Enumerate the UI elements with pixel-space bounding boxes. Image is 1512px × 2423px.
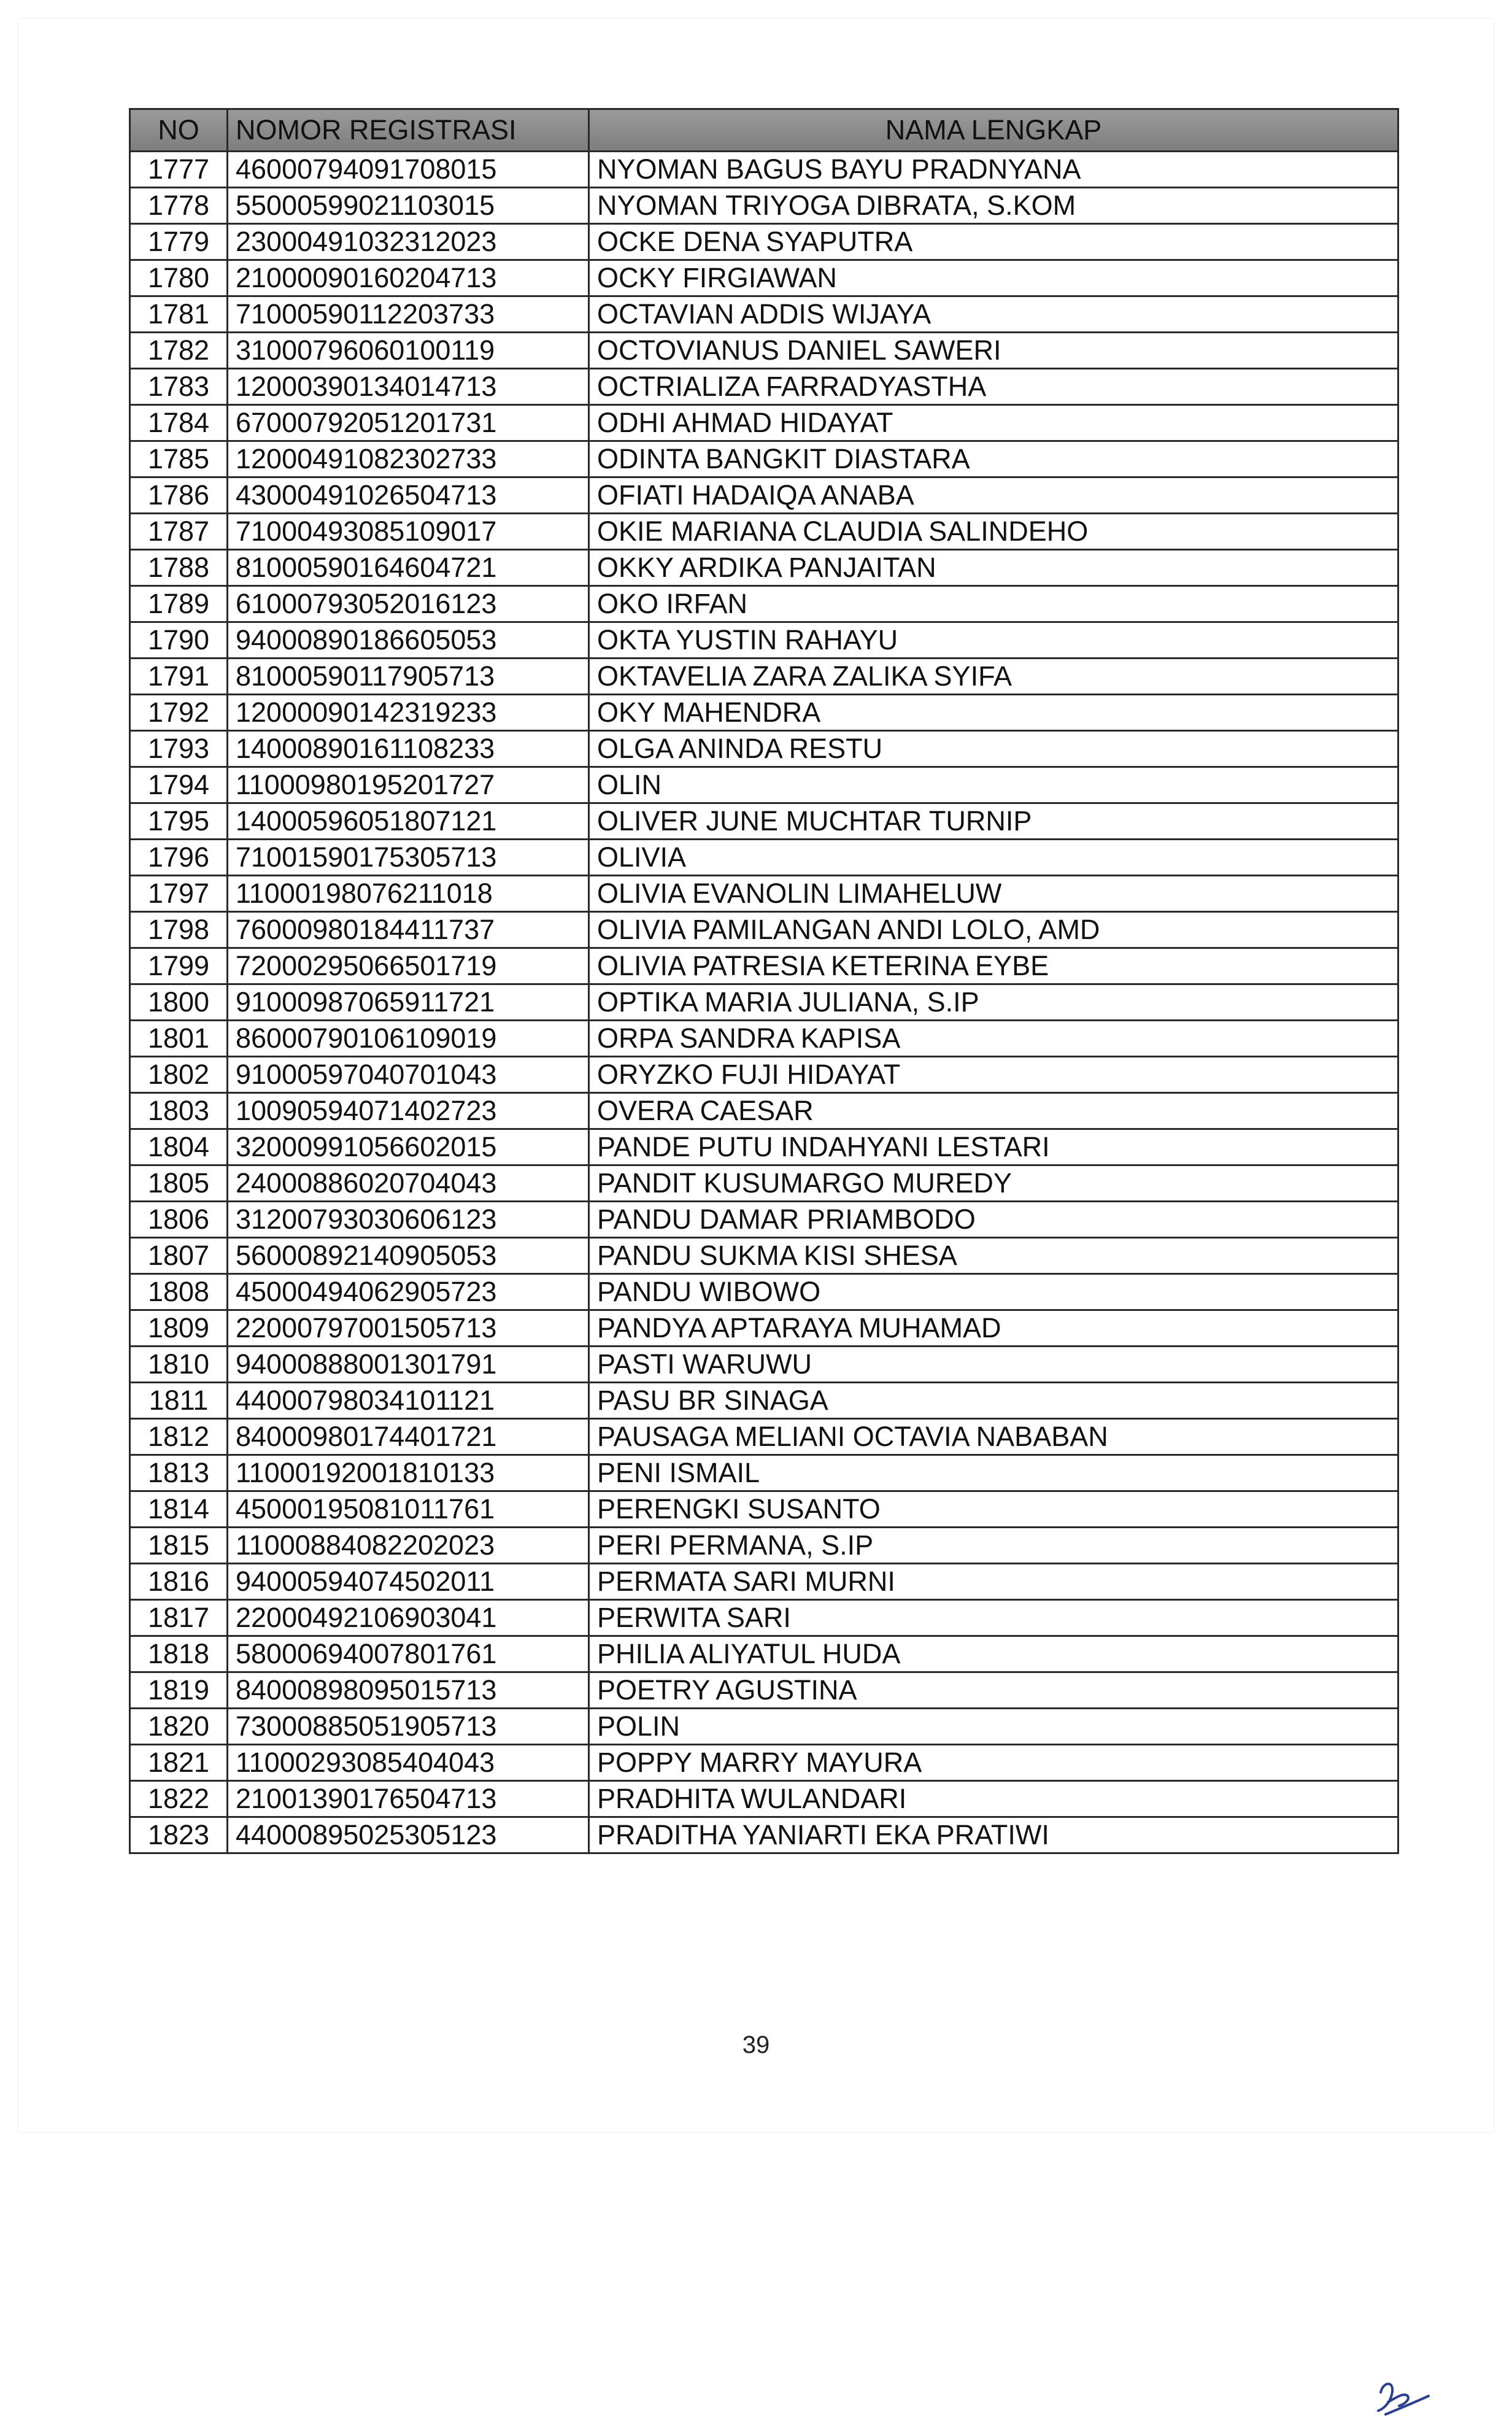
full-name-cell: PANDE PUTU INDAHYANI LESTARI [589, 1129, 1398, 1165]
full-name-cell: ODINTA BANGKIT DIASTARA [589, 441, 1398, 477]
full-name-cell: PANDU WIBOWO [589, 1274, 1398, 1310]
header-full-name: NAMA LENGKAP [589, 109, 1398, 152]
full-name-cell: OKIE MARIANA CLAUDIA SALINDEHO [589, 514, 1398, 550]
table-row [130, 731, 1398, 767]
table-row [130, 441, 1398, 477]
table-row [130, 1202, 1398, 1238]
registration-number-cell: 12000090142319233 [228, 695, 589, 731]
full-name-cell: PASTI WARUWU [589, 1347, 1398, 1383]
table-row [130, 1600, 1398, 1636]
table-row [130, 1672, 1398, 1709]
row-number-cell: 1802 [130, 1057, 228, 1093]
registration-number-cell: 11000192001810133 [228, 1455, 589, 1491]
full-name-cell: PAUSAGA MELIANI OCTAVIA NABABAN [589, 1419, 1398, 1455]
registration-number-cell: 11000293085404043 [228, 1745, 589, 1781]
row-number-cell: 1783 [130, 369, 228, 405]
full-name-cell: PANDU SUKMA KISI SHESA [589, 1238, 1398, 1274]
registration-number-cell: 24000886020704043 [228, 1165, 589, 1202]
full-name-cell: OLIVIA EVANOLIN LIMAHELUW [589, 876, 1398, 912]
table-row [130, 876, 1398, 912]
table-row [130, 1093, 1398, 1129]
row-number-cell: 1805 [130, 1165, 228, 1202]
row-number-cell: 1817 [130, 1600, 228, 1636]
row-number-cell: 1815 [130, 1528, 228, 1564]
row-number-cell: 1780 [130, 260, 228, 296]
registration-number-cell: 12000491082302733 [228, 441, 589, 477]
full-name-cell: PANDU DAMAR PRIAMBODO [589, 1202, 1398, 1238]
full-name-cell: OCTOVIANUS DANIEL SAWERI [589, 333, 1398, 369]
registration-number-cell: 21001390176504713 [228, 1781, 589, 1817]
page-number: 39 [742, 2031, 770, 2058]
registration-number-cell: 67000792051201731 [228, 405, 589, 441]
table-row [130, 514, 1398, 550]
registration-number-cell: 45000195081011761 [228, 1491, 589, 1528]
table-row [130, 695, 1398, 731]
row-number-cell: 1811 [130, 1383, 228, 1419]
full-name-cell: PERWITA SARI [589, 1600, 1398, 1636]
full-name-cell: OKKY ARDIKA PANJAITAN [589, 550, 1398, 586]
table-row [130, 1129, 1398, 1165]
full-name-cell: OKY MAHENDRA [589, 695, 1398, 731]
full-name-cell: POLIN [589, 1709, 1398, 1745]
registration-number-cell: 94000888001301791 [228, 1347, 589, 1383]
row-number-cell: 1796 [130, 840, 228, 876]
row-number-cell: 1808 [130, 1274, 228, 1310]
full-name-cell: OPTIKA MARIA JULIANA, S.IP [589, 984, 1398, 1021]
table-row [130, 405, 1398, 441]
table-row [130, 586, 1398, 622]
full-name-cell: NYOMAN TRIYOGA DIBRATA, S.KOM [589, 188, 1398, 224]
row-number-cell: 1787 [130, 514, 228, 550]
table-row [130, 333, 1398, 369]
full-name-cell: OVERA CAESAR [589, 1093, 1398, 1129]
registration-number-cell: 58000694007801761 [228, 1636, 589, 1672]
registration-number-cell: 73000885051905713 [228, 1709, 589, 1745]
full-name-cell: PASU BR SINAGA [589, 1383, 1398, 1419]
registration-number-cell: 22000797001505713 [228, 1310, 589, 1347]
table-row [130, 260, 1398, 296]
full-name-cell: ORYZKO FUJI HIDAYAT [589, 1057, 1398, 1093]
registration-number-cell: 94000890186605053 [228, 622, 589, 659]
registration-number-cell: 81000590164604721 [228, 550, 589, 586]
full-name-cell: PANDIT KUSUMARGO MUREDY [589, 1165, 1398, 1202]
registration-number-cell: 31200793030606123 [228, 1202, 589, 1238]
table-row [130, 550, 1398, 586]
row-number-cell: 1777 [130, 152, 228, 188]
table-row [130, 477, 1398, 514]
registration-number-cell: 21000090160204713 [228, 260, 589, 296]
full-name-cell: OLIVIA PAMILANGAN ANDI LOLO, AMD [589, 912, 1398, 948]
full-name-cell: OCKE DENA SYAPUTRA [589, 224, 1398, 260]
full-name-cell: OCTRIALIZA FARRADYASTHA [589, 369, 1398, 405]
table-row [130, 1057, 1398, 1093]
row-number-cell: 1797 [130, 876, 228, 912]
table-row [130, 1455, 1398, 1491]
row-number-cell: 1798 [130, 912, 228, 948]
row-number-cell: 1820 [130, 1709, 228, 1745]
row-number-cell: 1785 [130, 441, 228, 477]
row-number-cell: 1800 [130, 984, 228, 1021]
row-number-cell: 1809 [130, 1310, 228, 1347]
table-row [130, 369, 1398, 405]
row-number-cell: 1784 [130, 405, 228, 441]
row-number-cell: 1790 [130, 622, 228, 659]
table-row [130, 803, 1398, 840]
full-name-cell: OKTA YUSTIN RAHAYU [589, 622, 1398, 659]
registration-number-cell: 91000597040701043 [228, 1057, 589, 1093]
full-name-cell: PERMATA SARI MURNI [589, 1564, 1398, 1600]
row-number-cell: 1823 [130, 1817, 228, 1853]
row-number-cell: 1812 [130, 1419, 228, 1455]
full-name-cell: PERENGKI SUSANTO [589, 1491, 1398, 1528]
table-row [130, 1528, 1398, 1564]
registration-number-cell: 31000796060100119 [228, 333, 589, 369]
full-name-cell: PERI PERMANA, S.IP [589, 1528, 1398, 1564]
registration-number-cell: 71000590112203733 [228, 296, 589, 333]
row-number-cell: 1822 [130, 1781, 228, 1817]
full-name-cell: OLIVIA PATRESIA KETERINA EYBE [589, 948, 1398, 984]
registration-number-cell: 84000980174401721 [228, 1419, 589, 1455]
registration-number-cell: 32000991056602015 [228, 1129, 589, 1165]
registration-number-cell: 55000599021103015 [228, 188, 589, 224]
registration-number-cell: 10090594071402723 [228, 1093, 589, 1129]
row-number-cell: 1778 [130, 188, 228, 224]
table-row [130, 1274, 1398, 1310]
row-number-cell: 1791 [130, 659, 228, 695]
registration-number-cell: 84000898095015713 [228, 1672, 589, 1709]
registration-number-cell: 22000492106903041 [228, 1600, 589, 1636]
row-number-cell: 1804 [130, 1129, 228, 1165]
full-name-cell: OLGA ANINDA RESTU [589, 731, 1398, 767]
registration-number-cell: 11000198076211018 [228, 876, 589, 912]
table-row [130, 1383, 1398, 1419]
registration-number-cell: 12000390134014713 [228, 369, 589, 405]
full-name-cell: OLIN [589, 767, 1398, 803]
table-row [130, 1491, 1398, 1528]
registration-number-cell: 94000594074502011 [228, 1564, 589, 1600]
row-number-cell: 1781 [130, 296, 228, 333]
registration-number-cell: 72000295066501719 [228, 948, 589, 984]
registration-number-cell: 81000590117905713 [228, 659, 589, 695]
table-row [130, 1310, 1398, 1347]
full-name-cell: PRADHITA WULANDARI [589, 1781, 1398, 1817]
table-row [130, 948, 1398, 984]
row-number-cell: 1821 [130, 1745, 228, 1781]
full-name-cell: OFIATI HADAIQA ANABA [589, 477, 1398, 514]
full-name-cell: POPPY MARRY MAYURA [589, 1745, 1398, 1781]
full-name-cell: PRADITHA YANIARTI EKA PRATIWI [589, 1817, 1398, 1853]
table-row [130, 1238, 1398, 1274]
full-name-cell: PHILIA ALIYATUL HUDA [589, 1636, 1398, 1672]
full-name-cell: ORPA SANDRA KAPISA [589, 1021, 1398, 1057]
table-row [130, 188, 1398, 224]
table-row [130, 1419, 1398, 1455]
table-row [130, 224, 1398, 260]
table-row [130, 1709, 1398, 1745]
row-number-cell: 1786 [130, 477, 228, 514]
full-name-cell: OLIVER JUNE MUCHTAR TURNIP [589, 803, 1398, 840]
registration-number-cell: 23000491032312023 [228, 224, 589, 260]
full-name-cell: NYOMAN BAGUS BAYU PRADNYANA [589, 152, 1398, 188]
registration-number-cell: 71001590175305713 [228, 840, 589, 876]
row-number-cell: 1782 [130, 333, 228, 369]
registration-number-cell: 56000892140905053 [228, 1238, 589, 1274]
full-name-cell: PANDYA APTARAYA MUHAMAD [589, 1310, 1398, 1347]
table-row [130, 1781, 1398, 1817]
registration-number-cell: 11000980195201727 [228, 767, 589, 803]
table-row [130, 152, 1398, 188]
row-number-cell: 1803 [130, 1093, 228, 1129]
header-no: NO [130, 109, 228, 152]
table-row [130, 1636, 1398, 1672]
table-header [130, 109, 1398, 152]
table-row [130, 1165, 1398, 1202]
row-number-cell: 1806 [130, 1202, 228, 1238]
row-number-cell: 1813 [130, 1455, 228, 1491]
registration-number-cell: 44000895025305123 [228, 1817, 589, 1853]
full-name-cell: OKO IRFAN [589, 586, 1398, 622]
table-row [130, 296, 1398, 333]
registration-number-cell: 11000884082202023 [228, 1528, 589, 1564]
header-row [130, 109, 1398, 152]
full-name-cell: OCTAVIAN ADDIS WIJAYA [589, 296, 1398, 333]
full-name-cell: OKTAVELIA ZARA ZALIKA SYIFA [589, 659, 1398, 695]
table-row [130, 984, 1398, 1021]
table-row [130, 840, 1398, 876]
row-number-cell: 1789 [130, 586, 228, 622]
registration-number-cell: 45000494062905723 [228, 1274, 589, 1310]
row-number-cell: 1779 [130, 224, 228, 260]
row-number-cell: 1795 [130, 803, 228, 840]
row-number-cell: 1818 [130, 1636, 228, 1672]
row-number-cell: 1793 [130, 731, 228, 767]
full-name-cell: ODHI AHMAD HIDAYAT [589, 405, 1398, 441]
table-row [130, 1745, 1398, 1781]
registration-number-cell: 43000491026504713 [228, 477, 589, 514]
row-number-cell: 1794 [130, 767, 228, 803]
row-number-cell: 1792 [130, 695, 228, 731]
row-number-cell: 1816 [130, 1564, 228, 1600]
table-body [130, 152, 1398, 1853]
full-name-cell: OCKY FIRGIAWAN [589, 260, 1398, 296]
row-number-cell: 1788 [130, 550, 228, 586]
registration-number-cell: 91000987065911721 [228, 984, 589, 1021]
row-number-cell: 1810 [130, 1347, 228, 1383]
registration-number-cell: 44000798034101121 [228, 1383, 589, 1419]
registration-number-cell: 86000790106109019 [228, 1021, 589, 1057]
table-row [130, 622, 1398, 659]
header-registration-number: NOMOR REGISTRASI [228, 109, 589, 152]
initial-signature [1370, 2374, 1431, 2423]
full-name-cell: PENI ISMAIL [589, 1455, 1398, 1491]
table-row [130, 1347, 1398, 1383]
registration-number-cell: 71000493085109017 [228, 514, 589, 550]
row-number-cell: 1807 [130, 1238, 228, 1274]
registration-number-cell: 14000596051807121 [228, 803, 589, 840]
registration-number-cell: 76000980184411737 [228, 912, 589, 948]
row-number-cell: 1801 [130, 1021, 228, 1057]
row-number-cell: 1819 [130, 1672, 228, 1709]
table-row [130, 912, 1398, 948]
row-number-cell: 1799 [130, 948, 228, 984]
full-name-cell: OLIVIA [589, 840, 1398, 876]
row-number-cell: 1814 [130, 1491, 228, 1528]
registration-number-cell: 14000890161108233 [228, 731, 589, 767]
table-row [130, 1564, 1398, 1600]
table-row [130, 659, 1398, 695]
registration-number-cell: 61000793052016123 [228, 586, 589, 622]
registration-number-cell: 46000794091708015 [228, 152, 589, 188]
full-name-cell: POETRY AGUSTINA [589, 1672, 1398, 1709]
table-row [130, 767, 1398, 803]
table-row [130, 1817, 1398, 1853]
table-row [130, 1021, 1398, 1057]
registration-table [129, 108, 1399, 1854]
